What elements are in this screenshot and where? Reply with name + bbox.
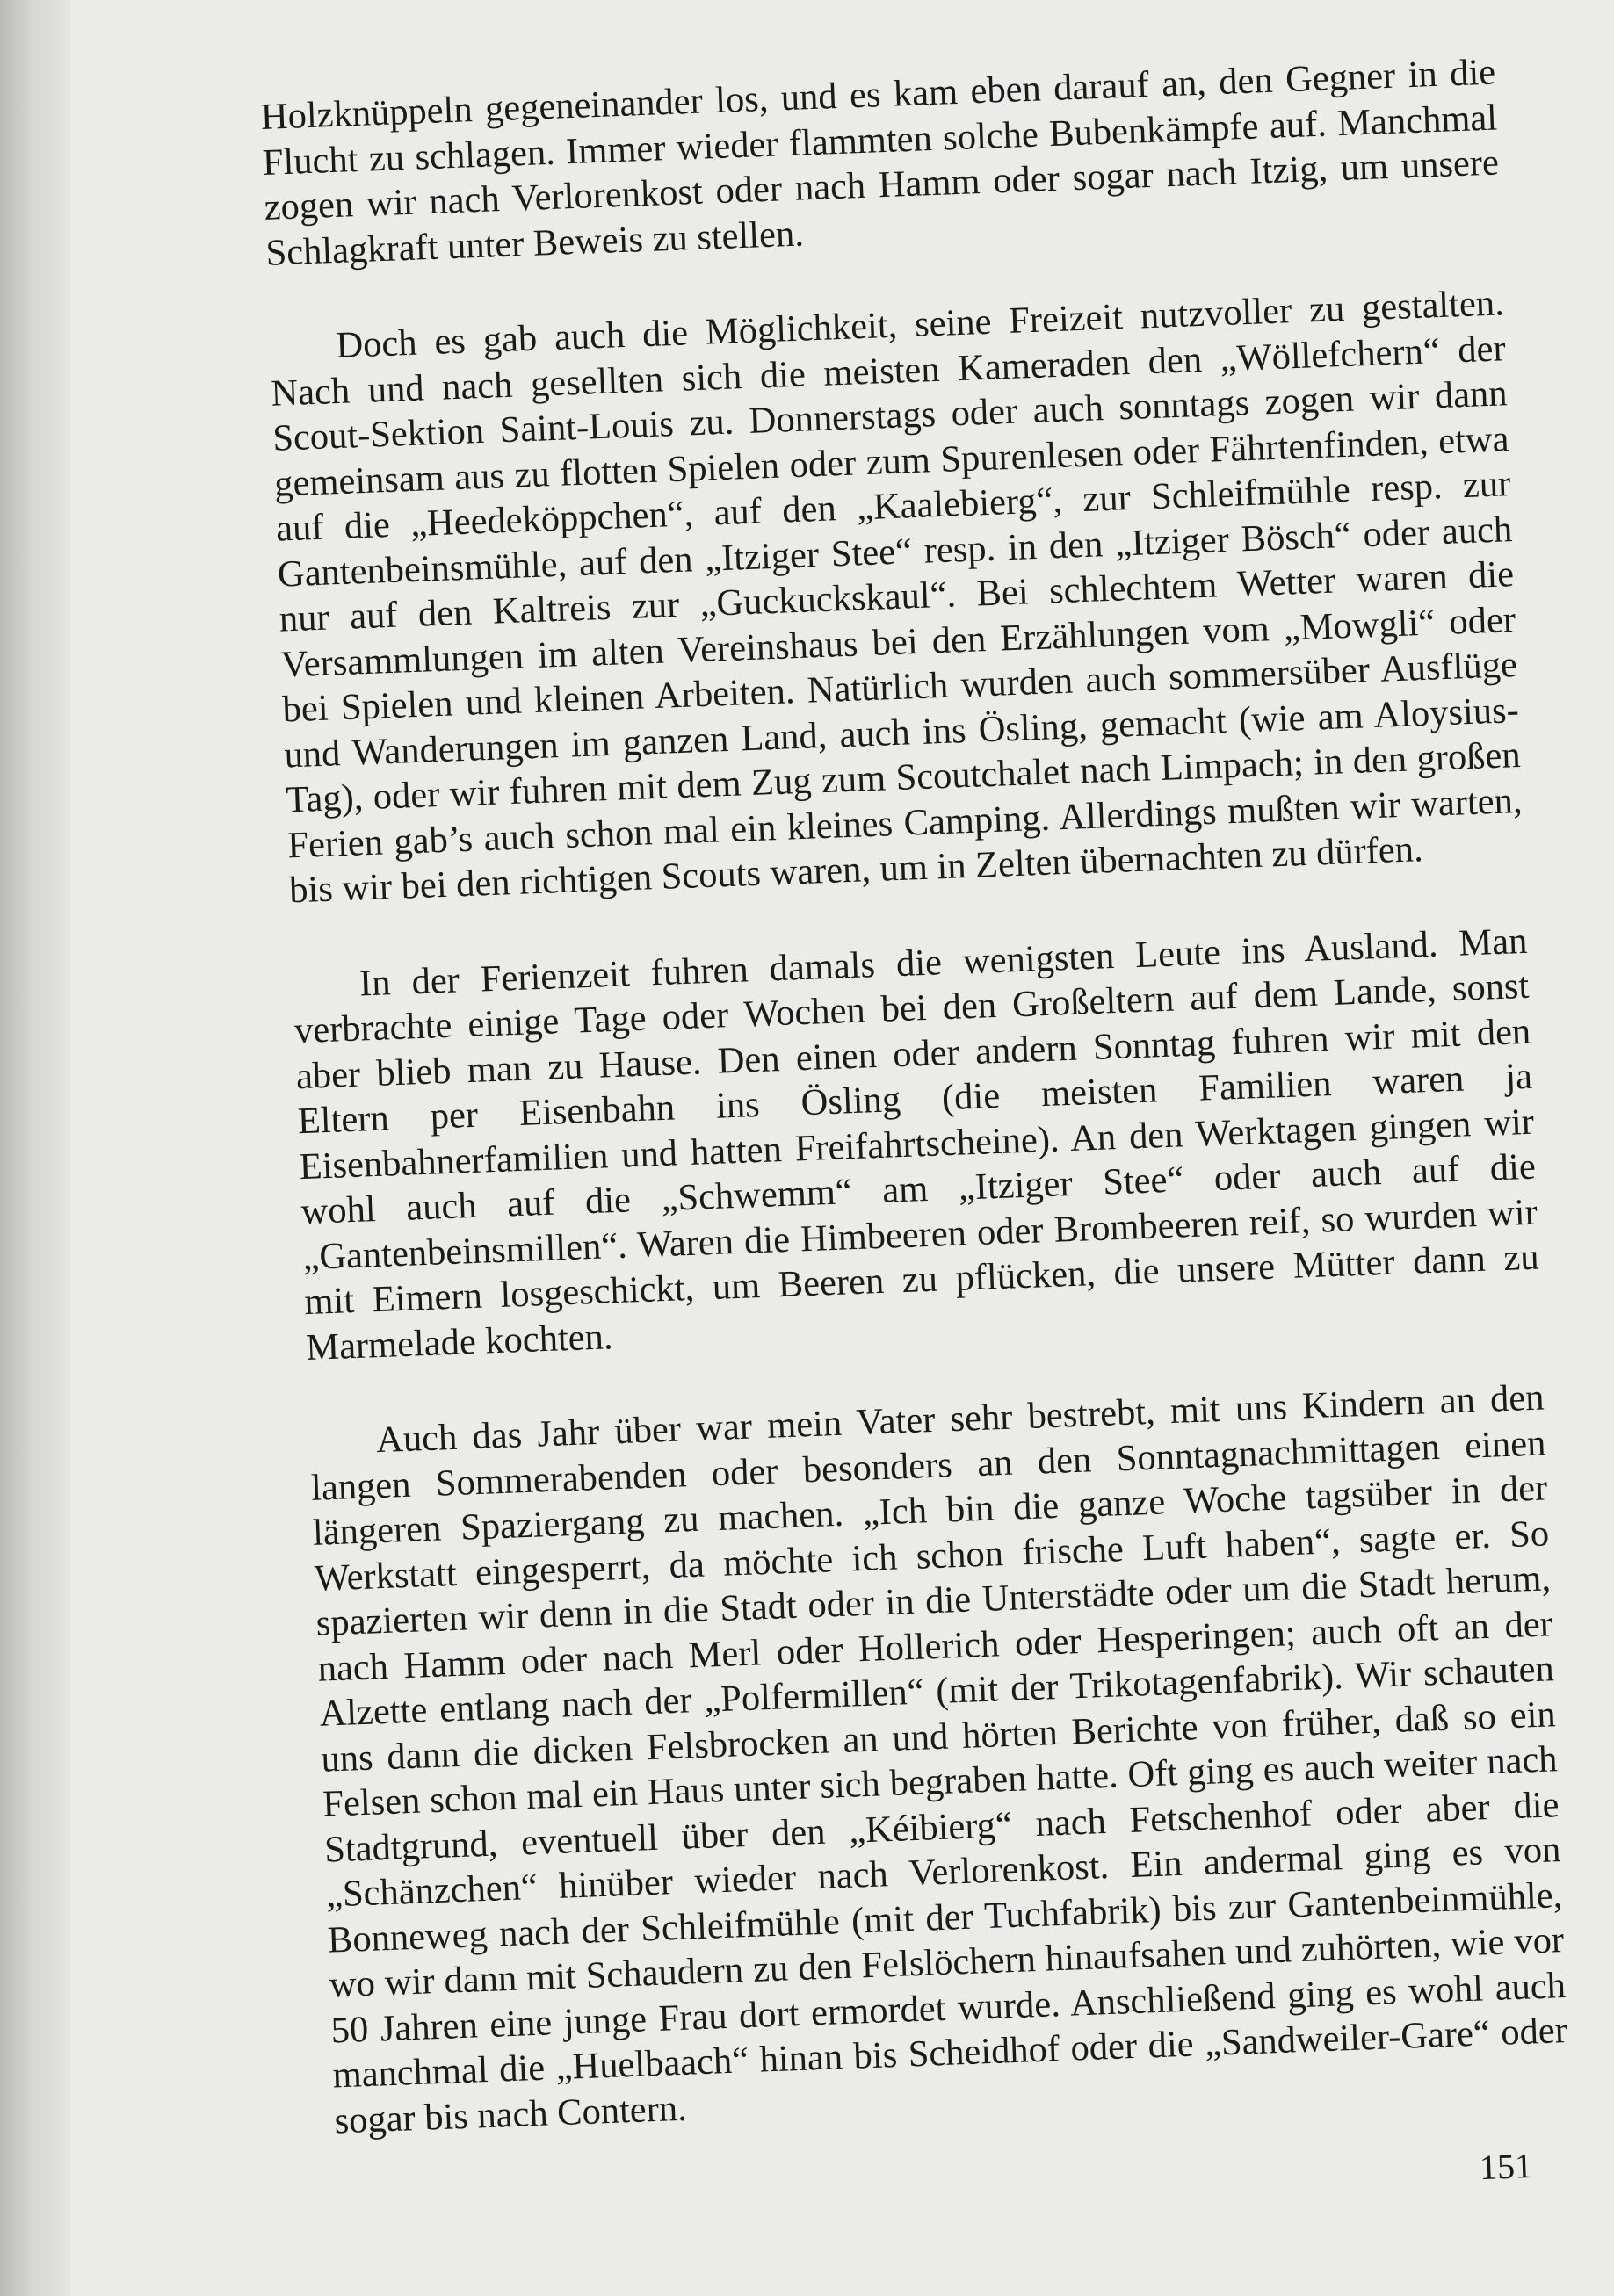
body-text [260,49,1570,2143]
paragraph-3: In der Ferienzeit fuhren damals die wenigsten Leute ins Ausland. Man verbrachte einige Tage oder Wochen bei den Großeltern auf dem Lande, sonst aber blieb man zu Hause. Den einen oder andern Sonntag fuhren wir mit den Eltern per Eisenbahn ins Ösling (die meisten Familien waren ja Eisenbahnerfamilien und hatten Freifahrtscheine). An den Werktagen gingen wir wohl auch auf die „Schwemm“ am „Itziger Stee“ oder auch auf die „Gantenbeinsmillen“. Waren die Himbeeren oder Brombeeren reif, so wurden wir mit Eimern losgeschickt, um Beeren zu pflücken, die unsere Mütter dann zu Marmelade kochten. [293,920,1540,1368]
paragraph-2: Doch es gab auch die Möglichkeit, seine Freizeit nutzvoller zu gestalten. Nach und nach gesellten sich die meisten Kameraden den „Wöllefchern“ der Scout-Sektion Saint-Louis zu. Donnerstags oder auch sonntags zogen wir dann gemeinsam aus zu flotten Spielen oder zum Spurenlesen oder Fährtenfinden, etwa auf die „Heedeköppchen“, auf den „Kaalebierg“, zur Schleifmühle resp. zur Gantenbeinsmühle, auf den „Itziger Stee“ resp. in den „Itziger Bösch“ oder auch nur auf den Kaltreis zur „Guckuckskaul“. Bei schlechtem Wetter waren die Versammlungen im alten Vereinshaus bei den Erzählungen vom „Mowgli“ oder bei Spielen und kleinen Arbeiten. Natürlich wurden auch sommersüber Ausflüge und Wanderungen im ganzen Land, auch ins Ösling, gemacht (wie am Aloysius-Tag), oder wir fuhren mit dem Zug zum Scoutchalet nach Limpach; in den großen Ferien gab’s auch schon mal ein kleines Camping. Allerdings mußten wir warten, bis wir bei den richtigen Scouts waren, um in Zelten übernachten zu dürfen. [270,282,1524,912]
page-gutter-shadow [0,0,70,2296]
page-number: 151 [1479,2145,1533,2188]
book-page [70,0,1614,2296]
paragraph-1: Holzknüppeln gegeneinander los, und es kam eben darauf an, den Gegner in die Flucht zu schlagen. Immer wieder flammten solche Bubenkämpfe auf. Manchmal zogen wir nach Verlorenkost oder nach Hamm oder sogar nach Itzig, um unsere Schlagkraft unter Beweis zu stellen. [260,51,1500,274]
paragraph-4: Auch das Jahr über war mein Vater sehr bestrebt, mit uns Kindern an den langen Sommerabenden oder besonders an den Sonntagnachmittagen einen längeren Spaziergang zu machen. „Ich bin die ganze Woche tagsüber in der Werkstatt eingesperrt, da möchte ich schon frische Luft haben“, sagte er. So spazierten wir denn in die Stadt oder in die Unterstädte oder um die Stadt herum, nach Hamm oder nach Merl oder Hollerich oder Hesperingen; auch oft an der Alzette entlang nach der „Polfermillen“ (mit der Trikotagenfabrik). Wir schauten uns dann die dicken Felsbrocken an und hörten Berichte von früher, daß so ein Felsen schon mal ein Haus unter sich begraben hatte. Oft ging es auch weiter nach Stadtgrund, eventuell über den „Kéibierg“ nach Fetschenhof oder aber die „Schänzchen“ hinüber wieder nach Verlorenkost. Ein andermal ging es von Bonneweg nach der Schleifmühle (mit der Tuchfabrik) bis zur Gantenbeinmühle, wo wir dann mit Schaudern zu den Felslöchern hinaufsahen und zuhörten, wie vor 50 Jahren eine junge Frau dort ermordet wurde. Anschließend ging es wohl auch manchmal die „Huelbaach“ hinan bis Scheidhof oder die „Sandweiler-Gare“ oder sogar bis nach Contern. [310,1376,1568,2141]
